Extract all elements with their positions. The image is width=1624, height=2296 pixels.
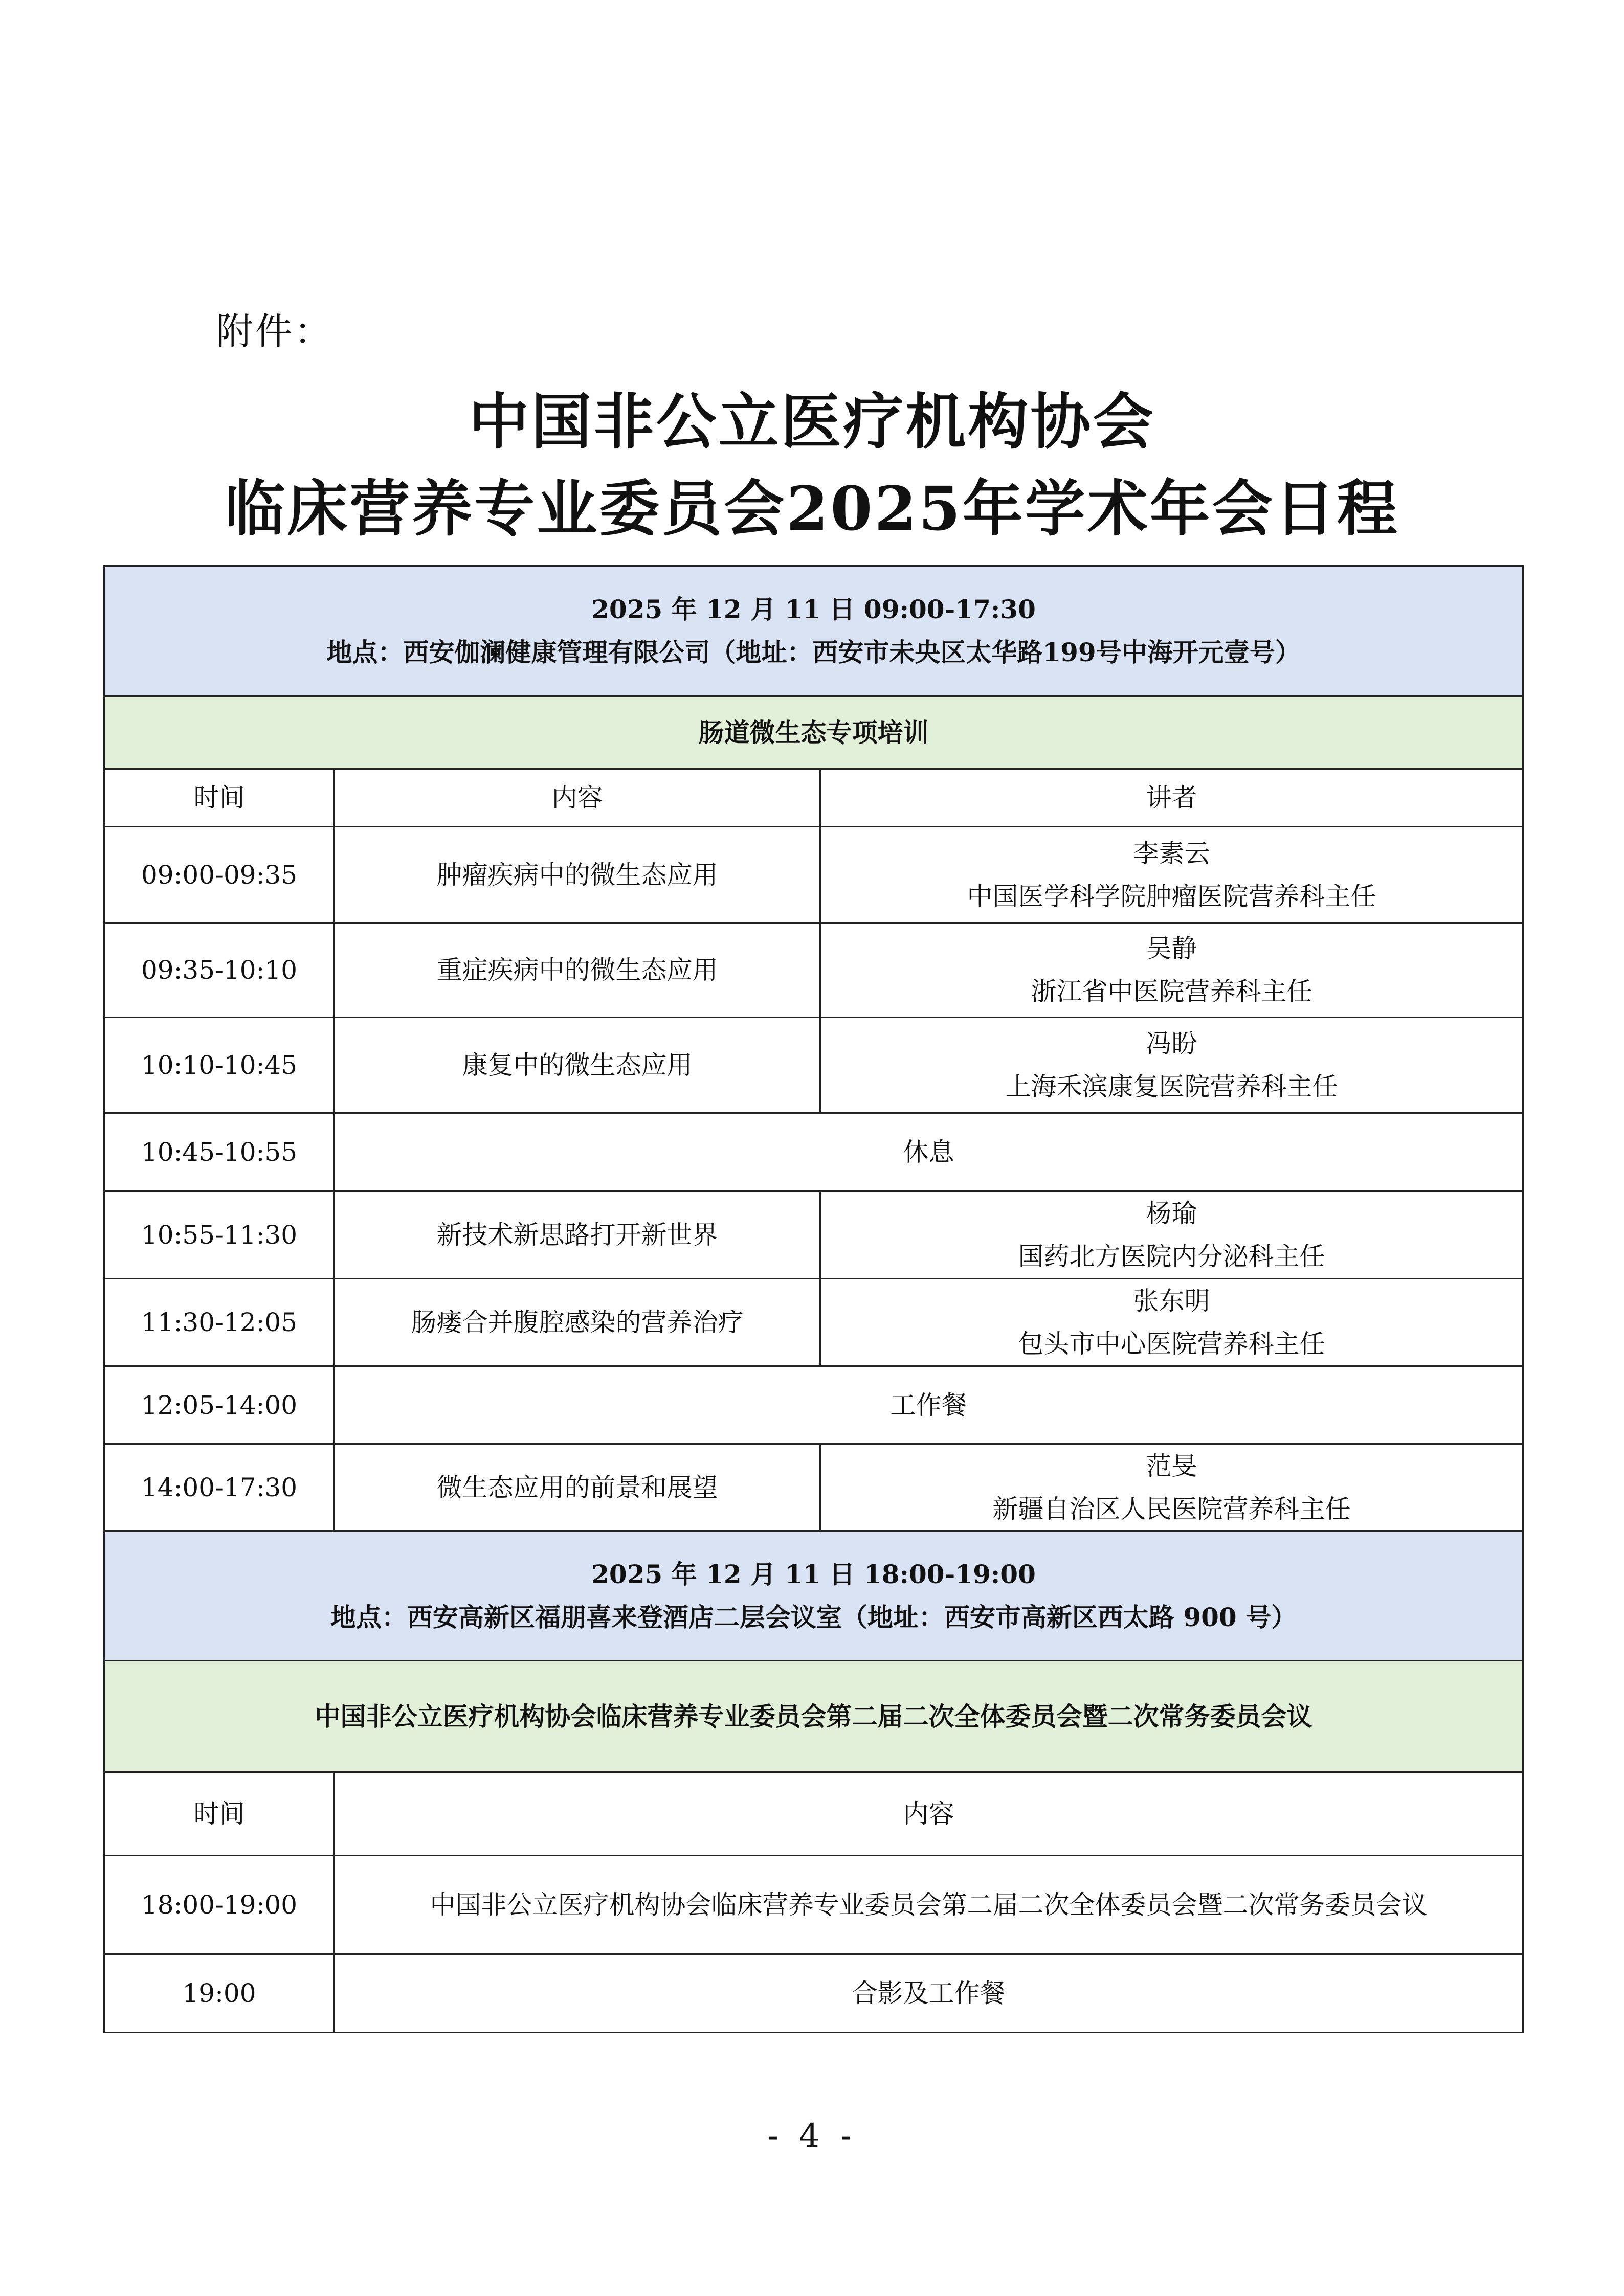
column-header-content: 内容 bbox=[335, 769, 820, 827]
row-content: 康复中的微生态应用 bbox=[335, 1018, 820, 1113]
row-time: 09:00-09:35 bbox=[104, 827, 335, 923]
table-row bbox=[104, 1856, 1523, 1954]
speaker-title: 上海禾滨康复医院营养科主任 bbox=[1005, 1072, 1338, 1101]
table-row-break bbox=[104, 1113, 1523, 1191]
row-speaker-cell bbox=[820, 1191, 1523, 1279]
session1-location: 地点：西安伽澜健康管理有限公司（地址：西安市未央区太华路199号中海开元壹号） bbox=[326, 637, 1301, 667]
row-time: 10:55-11:30 bbox=[104, 1191, 335, 1279]
session1-date: 2025 年 12 月 11 日 09:00-17:30 bbox=[591, 594, 1036, 624]
table-row bbox=[104, 1191, 1523, 1279]
row-speaker-cell bbox=[820, 923, 1523, 1018]
session2-section-title: 中国非公立医疗机构协会临床营养专业委员会第二届二次全体委员会暨二次常务委员会议 bbox=[104, 1661, 1523, 1772]
column-header-time: 时间 bbox=[104, 1772, 335, 1856]
row-content: 合影及工作餐 bbox=[335, 1954, 1523, 2033]
row-content: 肿瘤疾病中的微生态应用 bbox=[335, 827, 820, 923]
row-speaker-cell bbox=[820, 827, 1523, 923]
row-content: 新技术新思路打开新世界 bbox=[335, 1191, 820, 1279]
speaker-name: 张东明 bbox=[1133, 1286, 1210, 1316]
speaker-name: 李素云 bbox=[1133, 838, 1210, 868]
row-content: 中国非公立医疗机构协会临床营养专业委员会第二届二次全体委员会暨二次常务委员会议 bbox=[335, 1856, 1523, 1954]
document-title-line1: 中国非公立医疗机构协会 bbox=[469, 386, 1155, 457]
row-time: 14:00-17:30 bbox=[104, 1444, 335, 1532]
speaker-title: 包头市中心医院营养科主任 bbox=[1018, 1329, 1325, 1359]
session1-section-title: 肠道微生态专项培训 bbox=[104, 696, 1523, 769]
session2-date: 2025 年 12 月 11 日 18:00-19:00 bbox=[591, 1559, 1036, 1589]
table-row bbox=[104, 1954, 1523, 2033]
speaker-name: 杨瑜 bbox=[1146, 1199, 1197, 1228]
session1-section-row bbox=[104, 696, 1523, 769]
table-row bbox=[104, 923, 1523, 1018]
row-speaker-cell bbox=[820, 1018, 1523, 1113]
speaker-name: 范旻 bbox=[1146, 1451, 1197, 1481]
row-time: 10:45-10:55 bbox=[104, 1113, 335, 1191]
attachment-label: 附件： bbox=[216, 310, 333, 353]
speaker-title: 中国医学科学院肿瘤医院营养科主任 bbox=[967, 881, 1376, 911]
column-header-speaker: 讲者 bbox=[820, 769, 1523, 827]
row-time: 10:10-10:45 bbox=[104, 1018, 335, 1113]
row-speaker-cell bbox=[820, 1279, 1523, 1366]
row-content: 肠瘘合并腹腔感染的营养治疗 bbox=[335, 1279, 820, 1366]
row-break: 工作餐 bbox=[335, 1366, 1523, 1444]
table-row bbox=[104, 1279, 1523, 1366]
session1-column-header-row bbox=[104, 769, 1523, 827]
row-break: 休息 bbox=[335, 1113, 1523, 1191]
page-number: - 4 - bbox=[767, 2117, 857, 2155]
session2-header bbox=[104, 1532, 1523, 1661]
table-row bbox=[104, 1018, 1523, 1113]
row-time: 12:05-14:00 bbox=[104, 1366, 335, 1444]
row-time: 11:30-12:05 bbox=[104, 1279, 335, 1366]
table-row bbox=[104, 1444, 1523, 1532]
schedule-table bbox=[103, 565, 1524, 2033]
speaker-title: 新疆自治区人民医院营养科主任 bbox=[992, 1494, 1351, 1524]
speaker-name: 吴静 bbox=[1146, 934, 1197, 963]
session2-section-row bbox=[104, 1661, 1523, 1772]
row-time: 18:00-19:00 bbox=[104, 1856, 335, 1954]
row-speaker-cell bbox=[820, 1444, 1523, 1532]
session1-header-row bbox=[104, 566, 1523, 696]
speaker-title: 浙江省中医院营养科主任 bbox=[1031, 977, 1312, 1006]
row-content: 重症疾病中的微生态应用 bbox=[335, 923, 820, 1018]
document-title-line2: 临床营养专业委员会2025年学术年会日程 bbox=[225, 473, 1399, 544]
column-header-content: 内容 bbox=[335, 1772, 1523, 1856]
speaker-title: 国药北方医院内分泌科主任 bbox=[1018, 1242, 1325, 1271]
row-content: 微生态应用的前景和展望 bbox=[335, 1444, 820, 1532]
table-row bbox=[104, 827, 1523, 923]
column-header-time: 时间 bbox=[104, 769, 335, 827]
session2-column-header-row bbox=[104, 1772, 1523, 1856]
row-time: 09:35-10:10 bbox=[104, 923, 335, 1018]
table-row-break bbox=[104, 1366, 1523, 1444]
session2-header-row bbox=[104, 1532, 1523, 1661]
row-time: 19:00 bbox=[104, 1954, 335, 2033]
session1-header bbox=[104, 566, 1523, 696]
speaker-name: 冯盼 bbox=[1146, 1029, 1197, 1059]
session2-location: 地点：西安高新区福朋喜来登酒店二层会议室（地址：西安市高新区西太路 900 号） bbox=[330, 1602, 1297, 1632]
